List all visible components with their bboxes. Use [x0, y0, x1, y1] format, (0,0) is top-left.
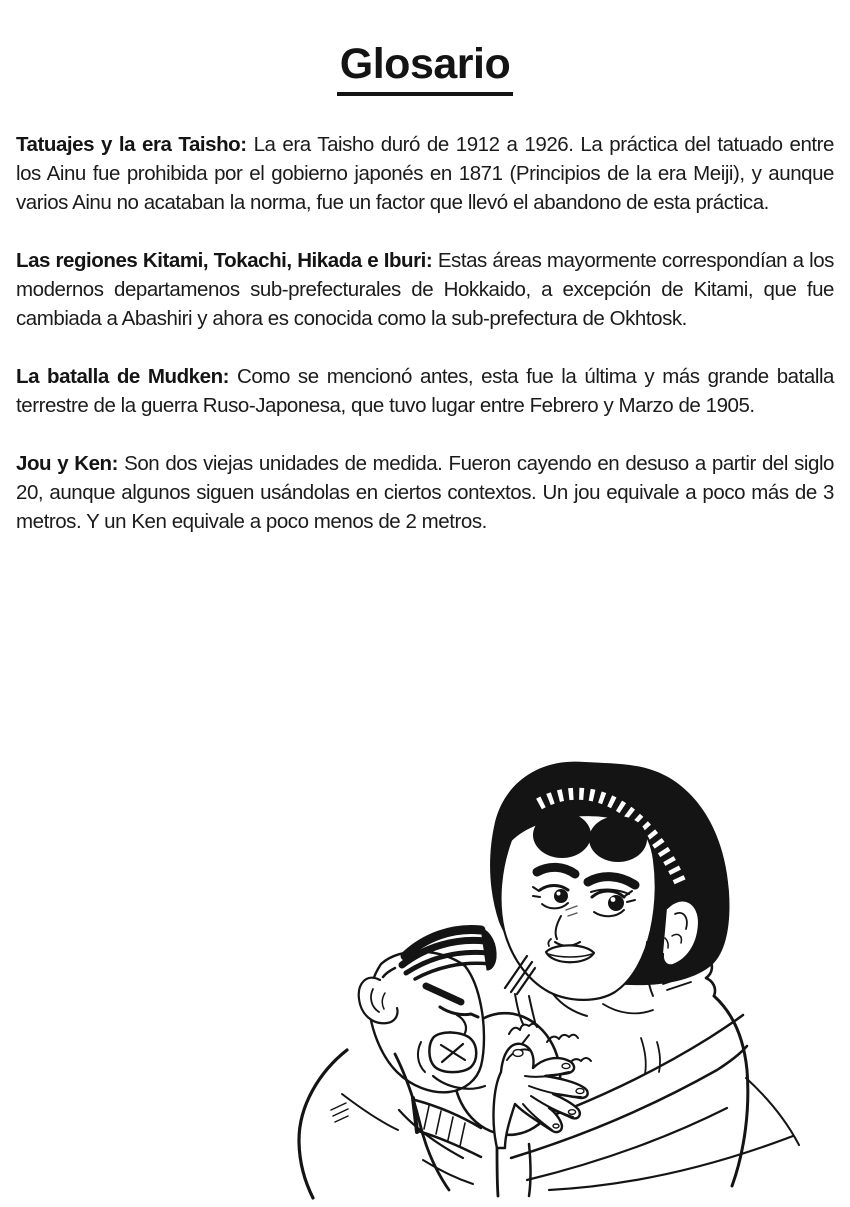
- glossary-entry-tatuajes: [16, 130, 834, 217]
- glossary-entry-regiones: [16, 246, 834, 333]
- entry-term: Las regiones Kitami, Tokachi, Hikada e Iburi:: [16, 249, 433, 273]
- entry-term: Tatuajes y la era Taisho:: [16, 133, 247, 157]
- entry-definition: Son dos viejas unidades de medida. Fueron cayendo en desuso a partir del siglo 20, aunque algunos siguen usándolas en ciertos contextos. Un jou equivale a poco más de 3 metros. Y un Ken equivale a poco menos de 2 metros.: [16, 452, 834, 534]
- entry-term: La batalla de Mudken:: [16, 365, 230, 389]
- boy-lips: [429, 1032, 476, 1072]
- glossary-content: [0, 96, 850, 536]
- glossary-entry-mudken: [16, 362, 834, 420]
- entry-definition: Estas áreas mayormente correspondían a los modernos departamenos sub-prefecturales de Hokkaido, a excepción de Kitami, que fue cambiada a Abashiri y ahora es conocida como la sub-prefectura de Okhtosk.: [16, 249, 834, 331]
- boy-figure: [299, 928, 496, 1198]
- manga-illustration: [285, 742, 805, 1202]
- page-title-text: Glosario: [337, 40, 513, 96]
- woman-figure: [490, 762, 729, 1024]
- entry-definition: La era Taisho duró de 1912 a 1926. La práctica del tatuado entre los Ainu fue prohibida por el gobierno japonés en 1871 (Principios de la era Meiji), y aunque varios Ainu no acataban la norma, fue un factor que llevó el abandono de esta práctica.: [16, 133, 834, 215]
- entry-term: Jou y Ken:: [16, 452, 118, 476]
- entry-definition: Como se mencionó antes, esta fue la última y más grande batalla terrestre de la guerra Ruso-Japonesa, que tuvo lugar entre Febrero y Marzo de 1905.: [16, 365, 834, 418]
- glossary-entry-jou-ken: [16, 449, 834, 536]
- grabbing-hand: [494, 1044, 588, 1196]
- page-title: [0, 0, 850, 96]
